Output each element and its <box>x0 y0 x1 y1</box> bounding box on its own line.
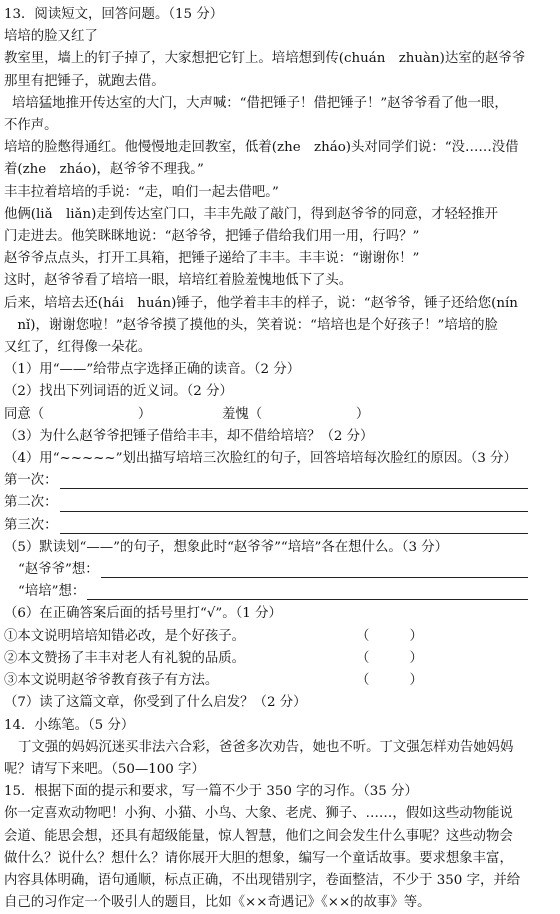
answer-third-line[interactable] <box>60 518 528 534</box>
q14-prompt-line: 丁文强的妈妈沉迷买非法六合彩，爸爸多次劝告，她也不听。丁文强怎样劝告她妈妈 <box>18 739 514 755</box>
answer-first-line[interactable] <box>60 473 528 489</box>
q15-prompt-line: 内容具体明确，语句通顺，标点正确，不出现错别字，卷面整洁，不少于 350 字，并给 <box>4 872 521 888</box>
q15-prompt-line: 会道、能思会想，还具有超级能量，惊人智慧，他们之间会发生什么事呢？这些动物会 <box>4 828 513 844</box>
answer-first-row <box>4 470 554 492</box>
q15-prompt-line: 自己的习作定一个吸引人的题目，比如《××奇遇记》《××的故事》等。 <box>4 895 431 911</box>
passage-line: 那里有把锤子，就跑去借。 <box>4 73 165 89</box>
answer-pei-line[interactable] <box>87 584 528 600</box>
option-row <box>4 626 554 648</box>
answer-second-line[interactable] <box>60 496 528 512</box>
passage-line: 丰丰拉着培培的手说：“走，咱们一起去借吧。” <box>4 184 279 200</box>
passage-line: 他俩(liǎ liǎn)走到传达室门口，丰丰先敲了敲门，得到赵爷爷的同意，才轻轻推开 <box>4 206 499 222</box>
answer-pei-label: “培培”想： <box>18 584 86 600</box>
question-3: （3）为什么赵爷爷把锤子借给丰丰，却不借给培培？（2 分） <box>4 428 374 444</box>
option-answer-box[interactable]: （ ） <box>356 650 423 666</box>
q15-prompt-line: 你一定喜欢动物吧！小狗、小猫、小鸟、大象、老虎、狮子、……，假如这些动物能说 <box>4 806 513 822</box>
option-row <box>4 670 554 692</box>
answer-pei-row <box>4 581 554 603</box>
answer-second-row <box>4 492 554 514</box>
option-answer-box[interactable]: （ ） <box>356 628 423 644</box>
question-1: （1）用“——”给带点字选择正确的读音。（2 分） <box>4 362 301 378</box>
synonym-ashamed[interactable]: 羞愧（ ） <box>222 406 370 422</box>
q13-heading: 13．阅读短文，回答问题。（15 分） <box>4 7 224 22</box>
q14-prompt-line: 呢？请写下来吧。（50—100 字） <box>4 761 205 777</box>
answer-zhao-label: “赵爷爷”想： <box>18 562 99 578</box>
passage-line: 着(zhe zháo)，赵爷爷不理我。” <box>4 162 204 178</box>
option-statement: ②本文赞扬了丰丰对老人有礼貌的品质。 <box>4 650 246 666</box>
answer-second-label: 第二次： <box>4 495 58 511</box>
synonym-agree[interactable]: 同意（ ） <box>4 406 152 422</box>
passage <box>4 48 554 359</box>
passage-line: 后来，培培去还(hái huán)锤子，他学着丰丰的样子，说：“赵爷爷，锤子还给您(nín <box>4 295 518 311</box>
option-statement: ①本文说明培培知错必改，是个好孩子。 <box>4 628 246 644</box>
question-4: （4）用“~~~~~”划出描写培培三次脸红的句子，回答培培每次脸红的原因。（3 分） <box>4 451 517 467</box>
passage-line: 赵爷爷点点头，打开工具箱，把锤子递给了丰丰。丰丰说：“谢谢你！” <box>4 251 420 267</box>
option-row <box>4 648 554 670</box>
synonym-row <box>4 404 554 426</box>
answer-third-label: 第三次： <box>4 517 58 533</box>
q14-heading: 14．小练笔。（5 分） <box>4 717 135 733</box>
q15-heading: 15．根据下面的提示和要求，写一篇不少于 350 字的习作。（35 分） <box>4 784 418 800</box>
option-statement: ③本文说明赵爷爷教育孩子有方法。 <box>4 673 219 689</box>
passage-title: 培培的脸又红了 <box>4 29 98 45</box>
passage-line: nǐ)，谢谢您啦！”赵爷爷摸了摸他的头，笑着说：“培培也是个好孩子！”培培的脸 <box>4 317 498 333</box>
question-5: （5）默读划“——”的句子，想象此时“赵爷爷”“培培”各在想什么。（3 分） <box>4 539 448 555</box>
question-7: （7）读了这篇文章，你受到了什么启发？（2 分） <box>4 695 307 711</box>
passage-line: 门走进去。他笑眯眯地说：“赵爷爷，把锤子借给我们用一用，行吗？” <box>4 229 420 245</box>
answer-third-row <box>4 515 554 537</box>
question-2: （2）找出下列词语的近义词。（2 分） <box>4 384 233 400</box>
passage-line: 培培的脸憋得通红。他慢慢地走回教室，低着(zhe zháo)头对同学们说：“没……没借 <box>4 140 519 156</box>
passage-line: 教室里，墙上的钉子掉了，大家想把它钉上。培培想到传(chuán zhuàn)达室的赵爷爷 <box>4 51 526 67</box>
question-6: （6）在正确答案后面的括号里打“√”。（1 分） <box>4 606 282 622</box>
q15-prompt-line: 做什么？说什么？想什么？请你展开大胆的想象，编写一个童话故事。要求想象丰富， <box>4 850 513 866</box>
answer-zhao-line[interactable] <box>101 562 528 578</box>
passage-line: 培培猛地推开传达室的大门，大声喊：“借把锤子！借把锤子！”赵爷爷看了他一眼， <box>12 95 508 111</box>
passage-line: 又红了，红得像一朵花。 <box>4 340 152 356</box>
answer-zhao-row <box>4 559 554 581</box>
answer-first-label: 第一次： <box>4 473 58 489</box>
passage-line: 这时，赵爷爷看了培培一眼，培培红着脸羞愧地低下了头。 <box>4 273 353 289</box>
passage-line: 不作声。 <box>4 118 58 134</box>
option-answer-box[interactable]: （ ） <box>356 673 423 689</box>
